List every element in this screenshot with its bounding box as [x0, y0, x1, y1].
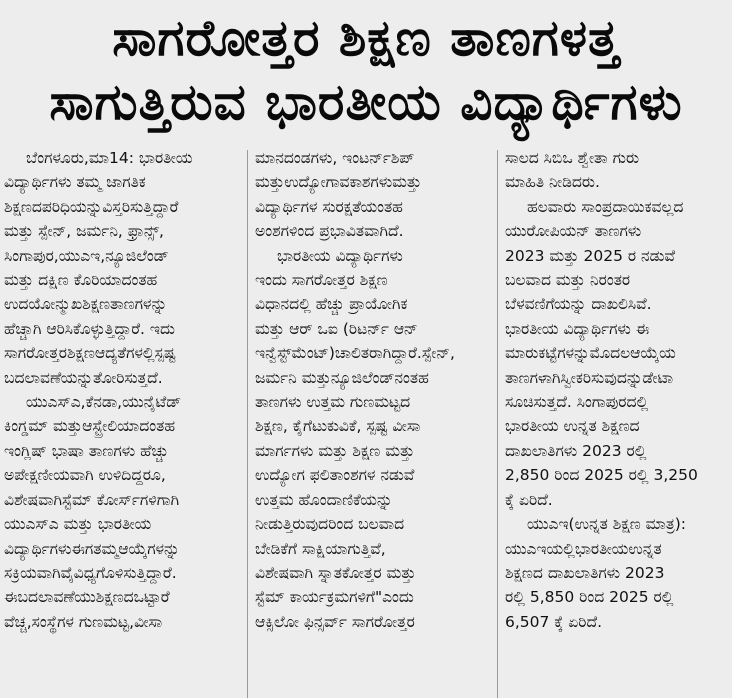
article-text-line: ಸೂಚಿಸುತ್ತದೆ. ಸಿಂಗಾಪುರದಲ್ಲಿ	[505, 393, 649, 412]
article-text-line: ಅಂಶಗಳಿಂದ ಪ್ರಭಾವಿತವಾಗಿದೆ.	[255, 222, 404, 241]
article-text-line: ವಿಧಾನದಲ್ಲಿ ಹೆಚ್ಚು ಪ್ರಾಯೋಗಿಕ	[255, 295, 408, 314]
article-text-line: ಕ್ಕೆ ಏರಿದೆ.	[505, 490, 553, 509]
article-text-line: ಯುಎಇಯಲ್ಲಿಭಾರತೀಯಉನ್ನತ	[505, 539, 662, 558]
article-text-line: ಈಬದಲಾವಣೆಯುಶಿಕ್ಷಣದಒಟ್ಟಾರೆ	[4, 588, 170, 607]
article-text-line: ಬೆಳವಣಿಗೆಯನ್ನು ದಾಖಲಿಸಿವೆ.	[505, 295, 652, 314]
article-column-1	[4, 146, 240, 698]
article-text-line: ಶಿಕ್ಷಣ, ಕೈಗೆಟುಕುವಿಕೆ, ಸ್ಪಷ್ಟ ವೀಸಾ	[255, 417, 421, 436]
article-text-line: ವಿಶೇಷವಾಗಿ ಸ್ನಾತಕೋತ್ತರ ಮತ್ತು	[255, 563, 416, 582]
article-text-line: ಭಾರತೀಯ ವಿದ್ಯಾರ್ಥಿಗಳು	[277, 246, 403, 265]
article-text-line: ಬೇಡಿಕೆಗೆ ಸಾಕ್ಷಿಯಾಗುತ್ತಿವೆ,	[255, 539, 386, 558]
article-text-line: ಬೆಂಗಳೂರು,ಮಾ14: ಭಾರತೀಯ	[26, 149, 193, 167]
article-text-line: ಸಿಂಗಾಪುರ,ಯುಎಇ,ನ್ಯೂಜಿಲೆಂಡ್	[4, 246, 169, 265]
article-text-line: ಮತ್ತು ಆರ್ ಒಐ (ರಿಟರ್ನ್ ಆನ್	[255, 319, 418, 338]
article-text-line: ಸಾಲದ ಸಿಬಿಒ ಶ್ವೇತಾ ಗುರು	[505, 149, 640, 167]
article-text-line: ವಿದ್ಯಾರ್ಥಿಗಳ ಸುರಕ್ಷತೆಯಂತಹ	[255, 197, 403, 216]
headline-line-1: ಸಾಗರೋತ್ತರ ಶಿಕ್ಷಣ ತಾಣಗಳತ್ತ	[112, 9, 620, 67]
article-text-line: ಮತ್ತು ದಕ್ಷಿಣ ಕೊರಿಯಾದಂತಹ	[4, 271, 158, 290]
article-text-line: ದಾಖಲಾತಿಗಳು 2023 ರಲ್ಲಿ	[505, 441, 647, 460]
article-text-line: ಅಪೇಕ್ಷಣೀಯವಾಗಿ ಉಳಿದಿದ್ದರೂ,	[4, 466, 166, 485]
article-text-line: ಮಾಹಿತಿ ನೀಡಿದರು.	[505, 173, 600, 192]
article-text-line: ಮಾನದಂಡಗಳು, ಇಂಟರ್ನ್‌ಶಿಪ್	[255, 149, 415, 167]
article-text-line: 2023 ಮತ್ತು 2025 ರ ನಡುವೆ	[505, 246, 675, 265]
article-text-line: ಯುಎಸ್‌ಎ,ಕೆನಡಾ,ಯುನೈಟೆಡ್	[26, 393, 182, 412]
article-text-line: ರಲ್ಲಿ 5,850 ರಿಂದ 2025 ರಲ್ಲಿ	[505, 588, 674, 607]
article-text-line: ಜರ್ಮನಿ ಮತ್ತುನ್ಯೂಜಿಲೆಂಡ್‌ನಂತಹ	[255, 368, 429, 387]
article-text-line: ಭಾರತೀಯ ಉನ್ನತ ಶಿಕ್ಷಣದ	[505, 417, 640, 436]
article-text-line: ಯುಎಇ(ಉನ್ನತ ಶಿಕ್ಷಣ ಮಾತ್ರ):	[527, 515, 686, 534]
article-text-line: ವಿದ್ಯಾರ್ಥಿಗಳುಈಗತಮ್ಮಆಯ್ಕೆಗಳನ್ನು	[4, 539, 180, 558]
article-text-line: ತಾಣಗಳು ಉತ್ತಮ ಗುಣಮಟ್ಟದ	[255, 393, 411, 412]
article-text-line: ಕಿಂಗ್ಡಮ್ ಮತ್ತುಆಸ್ಟ್ರೇಲಿಯಾದಂತಹ	[4, 417, 176, 436]
article-text-line: ಸಾಗರೋತ್ತರಶಿಕ್ಷಣಆದ್ಯತೆಗಳಲ್ಲಿಸ್ಪಷ್ಟ	[4, 344, 176, 363]
article-text-line: ಮತ್ತು ಸ್ಪೇನ್, ಜರ್ಮನಿ, ಫ್ರಾನ್ಸ್,	[4, 222, 164, 241]
article-text-line: 6,507 ಕ್ಕೆ ಏರಿದೆ.	[505, 612, 603, 631]
article-text-line: ಶಿಕ್ಷಣದ ದಾಖಲಾತಿಗಳು 2023	[505, 563, 665, 582]
article-text-line: ಇಂಗ್ಲಿಷ್ ಭಾಷಾ ತಾಣಗಳು ಹೆಚ್ಚು	[4, 441, 169, 460]
article-text-line: ಬದಲಾವಣೆಯನ್ನುತೋರಿಸುತ್ತದೆ.	[4, 368, 163, 387]
article-text-line: ನೀಡುತ್ತಿರುವುದರಿಂದ ಬಲವಾದ	[255, 515, 405, 534]
article-text-line: ಸಕ್ರಿಯವಾಗಿವೈವಿಧ್ಯಗೊಳಿಸುತ್ತಿದ್ದಾರೆ.	[4, 563, 177, 582]
headline	[0, 6, 732, 134]
article-text-line: ಹಲವಾರು ಸಾಂಪ್ರದಾಯಿಕವಲ್ಲದ	[527, 197, 684, 216]
article-text-line: ಉತ್ತಮ ಹೊಂದಾಣಿಕೆಯನ್ನು	[255, 490, 393, 509]
article-text-line: ಸ್ಟೆಮ್ ಕಾರ್ಯಕ್ರಮಗಳಿಗೆ"ಎಂದು	[255, 588, 414, 607]
article-body	[0, 146, 732, 698]
article-column-2	[255, 146, 491, 698]
article-text-line: 2,850 ರಿಂದ 2025 ರಲ್ಲಿ 3,250	[505, 466, 698, 485]
article-text-line: ಉದ್ಯೋಗ ಫಲಿತಾಂಶಗಳ ನಡುವೆ	[255, 466, 415, 485]
article-text-line: ಮತ್ತುಉದ್ಯೋಗಾವಕಾಶಗಳುಮತ್ತು	[255, 173, 422, 192]
article-text-line: ವೆಚ್ಚ,ಸಂಸ್ಥೆಗಳ ಗುಣಮಟ್ಟ,ವೀಸಾ	[4, 612, 163, 631]
article-text-line: ಯುಎಸ್‌ಎ ಮತ್ತು ಭಾರತೀಯ	[4, 515, 152, 534]
article-text-line: ಇನ್ವೆಸ್ಟ್‌ಮೆಂಟ್)ಚಾಲಿತರಾಗಿದ್ದಾರೆ.ಸ್ಪೇನ್,	[255, 344, 455, 363]
article-text-line: ಮಾರುಕಟ್ಟೆಗಳನ್ನುಮೊದಲಆಯ್ಕೆಯ	[505, 344, 676, 363]
article-text-line: ಮಾರ್ಗಗಳು ಮತ್ತು ಶಿಕ್ಷಣ ಮತ್ತು	[255, 441, 415, 460]
article-text-line: ಆಕ್ಸಿಲೋ ಫಿನ್ಸರ್ವ್ ಸಾಗರೋತ್ತರ	[255, 612, 415, 631]
article-text-line: ಯುರೋಪಿಯನ್ ತಾಣಗಳು	[505, 222, 642, 241]
article-text-line: ಇಂದು ಸಾಗರೋತ್ತರ ಶಿಕ್ಷಣ	[255, 271, 388, 290]
article-text-line: ವಿಶೇಷವಾಗಿಸ್ಟೆಮ್ ಕೋರ್ಸ್‌ಗಳಿಗಾಗಿ	[4, 490, 180, 509]
article-text-line: ತಾಣಗಳಾಗಿಸ್ವೀಕರಿಸುವುದನ್ನುಡೇಟಾ	[505, 368, 674, 387]
article-text-line: ಉದಯೋನ್ಮುಖಶಿಕ್ಷಣತಾಣಗಳನ್ನು	[4, 295, 168, 314]
article-column-3	[505, 146, 727, 698]
article-text-line: ಭಾರತೀಯ ವಿದ್ಯಾರ್ಥಿಗಳು ಈ	[505, 319, 650, 338]
article-text-line: ಬಲವಾದ ಮತ್ತು ನಿರಂತರ	[505, 271, 631, 290]
article-text-line: ವಿದ್ಯಾರ್ಥಿಗಳು ತಮ್ಮ ಜಾಗತಿಕ	[4, 173, 146, 192]
article-text-line: ಶಿಕ್ಷಣದಪರಿಧಿಯನ್ನುವಿಸ್ತರಿಸುತ್ತಿದ್ದಾರೆ	[4, 197, 179, 216]
headline-line-2: ಸಾಗುತ್ತಿರುವ ಭಾರತೀಯ ವಿದ್ಯಾರ್ಥಿಗಳು	[49, 73, 683, 131]
article-text-line: ಹೆಚ್ಚಾಗಿ ಆರಿಸಿಕೊಳ್ಳುತ್ತಿದ್ದಾರೆ. ಇದು	[4, 319, 175, 338]
